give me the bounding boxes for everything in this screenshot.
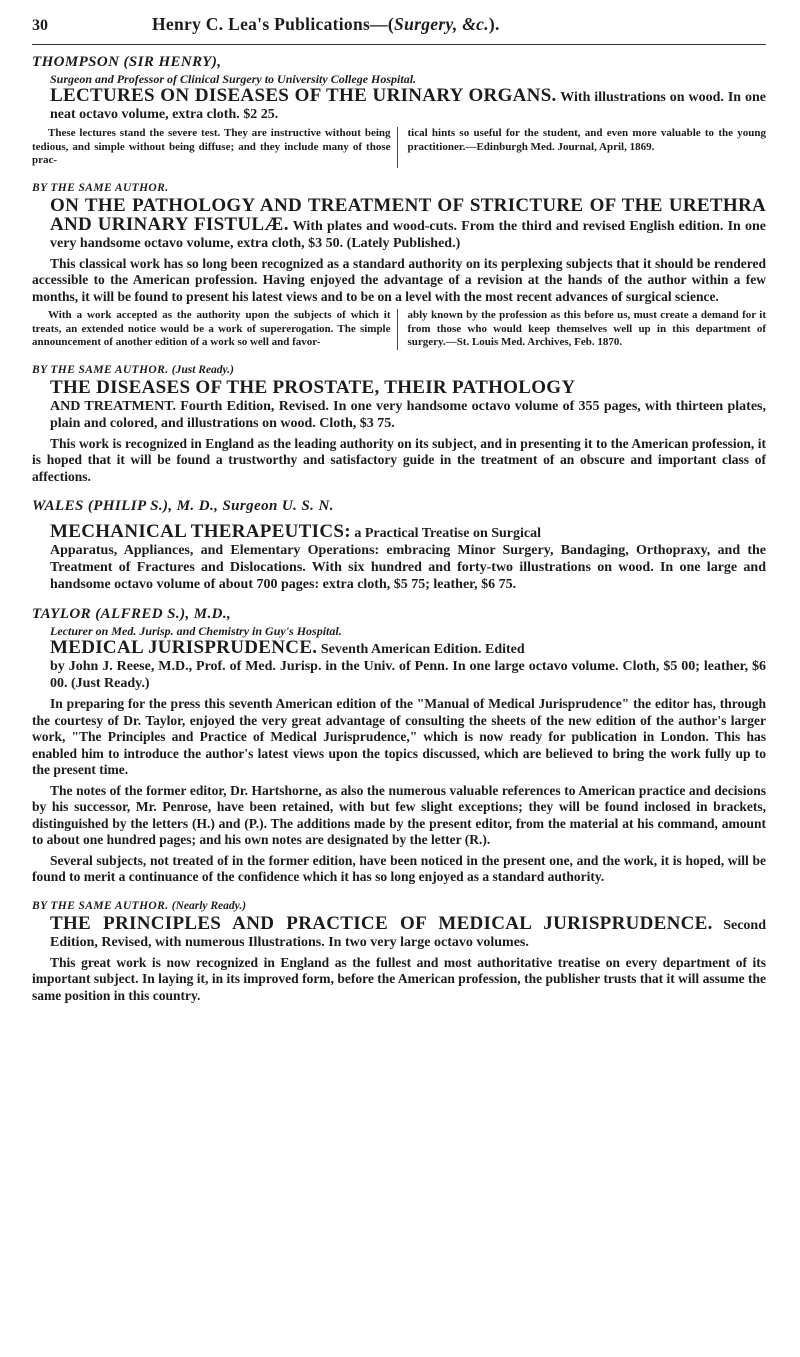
running-title-main: Henry C. Lea's Publications—( bbox=[152, 14, 395, 34]
book-listing bbox=[32, 194, 766, 252]
same-author-label: BY THE SAME AUTHOR. bbox=[32, 363, 169, 376]
book-listing bbox=[32, 523, 766, 542]
running-title-end: ). bbox=[488, 14, 500, 34]
page-number: 30 bbox=[32, 17, 48, 34]
description-paragraph: In preparing for the press this seventh American edition of the "Manual of Medical Jurisprudence" the editor has, through the courtesy of Dr. Taylor, enjoyed the very great advantage of consulting the sheets of the new edition of the author's larger work, "The Principles and Practice of Medical Jurisprudence," which is now ready for publication in London. This has enabled him to introduce the author's latest views upon the topics discussed, which are believed to bring the work fully up to the present time. bbox=[32, 696, 766, 777]
same-author-heading: BY THE SAME AUTHOR. bbox=[32, 181, 169, 194]
review-right: tical hints so useful for the student, and even more valuable to the young practitioner.—Edinburgh Med. Journal, April, 1869. bbox=[407, 127, 766, 153]
author-name: WALES (PHILIP S.), M. D., Surgeon U. S. N. bbox=[32, 498, 334, 514]
entry-taylor-jurisprudence bbox=[32, 605, 766, 886]
book-listing bbox=[32, 639, 766, 658]
entry-thompson-stricture bbox=[32, 180, 766, 350]
description-paragraph: This classical work has so long been recognized as a standard authority on its perplexing subjects that it should be rendered accessible to the American profession. Having enjoyed the advantage of a revision at the hands of the author within a few months, it will be found to present his latest views and to be on a level with the most recent advances of surgical science. bbox=[32, 255, 766, 304]
book-title: THE DISEASES OF THE PROSTATE, THEIR PATHOLOGY bbox=[50, 376, 576, 398]
description-paragraph: Several subjects, not treated of in the former edition, have been noticed in the present one, and the work, it is hoped, will be found to merit a continuance of the confidence which it has so long enjoyed as a standard authority. bbox=[32, 852, 766, 884]
entry-wales-mechanical bbox=[32, 497, 766, 593]
book-details: With illustrations on wood. In one neat octavo volume, extra cloth. $2 25. bbox=[50, 90, 766, 122]
running-header bbox=[32, 14, 766, 44]
review-left: These lectures stand the severe test. They are instructive without being tedious, and simple without being diffuse; and they include many of those prac- bbox=[32, 127, 398, 168]
book-title: THE PRINCIPLES AND PRACTICE OF MEDICAL JURISPRUDENCE. bbox=[50, 912, 713, 934]
review-left: With a work accepted as the authority upon the subjects of which it treats, an extended notice would be a work of supererogation. The simple announcement of another edition of a work so well and favor- bbox=[32, 309, 398, 350]
book-details: Apparatus, Appliances, and Elementary Operations: embracing Minor Surgery, Bandaging, Orthopraxy, and the Treatment of Fractures and Dislocations. With six hundred and forty-two illustrations on wood. In one large and handsome octavo volume of about 700 pages: extra cloth, $5 75; leather, $6 75. bbox=[50, 543, 766, 592]
running-title bbox=[152, 14, 500, 35]
author-name: TAYLOR (ALFRED S.), M.D., bbox=[32, 606, 232, 622]
book-listing bbox=[32, 912, 767, 951]
book-listing bbox=[32, 376, 766, 398]
entry-thompson-prostate bbox=[32, 362, 766, 486]
book-details: Second Edition, Revised, with numerous Illustrations. In two very large octavo volumes. bbox=[50, 917, 767, 950]
description-paragraph: This great work is now recognized in England as the fullest and most authoritative treatise on every department of its important subject. In laying it, in its improved form, before the American profession, the publisher trusts that it will assume the same position in this country. bbox=[32, 954, 766, 1003]
book-details: With plates and wood-cuts. From the third and revised English edition. In one very handsome octavo volume, extra cloth, $3 50. (Lately Published.) bbox=[50, 218, 766, 251]
review-right: ably known by the profession as this before us, must create a demand for it from those who would keep themselves well up in this department of surgery.—St. Louis Med. Archives, Feb. 1870. bbox=[407, 309, 766, 348]
review-columns bbox=[32, 309, 766, 350]
author-name: THOMPSON (SIR HENRY), bbox=[32, 54, 222, 70]
book-details: by John J. Reese, M.D., Prof. of Med. Jurisp. in the Univ. of Penn. In one large octavo volume. Cloth, $5 00; leather, $6 00. (Just Ready.) bbox=[50, 659, 766, 691]
book-subtitle: a Practical Treatise on Surgical bbox=[354, 526, 542, 541]
book-title: MEDICAL JURISPRUDENCE. bbox=[50, 637, 318, 658]
entry-taylor-principles bbox=[32, 898, 766, 1005]
description-paragraph: This work is recognized in England as the leading authority on its subject, and in presenting it to the American profession, it is hoped that it will be found a trustworthy and satisfactory guide in the treatment of an obscure and important class of affections. bbox=[32, 435, 766, 484]
running-title-italic: Surgery, &c. bbox=[394, 14, 489, 34]
book-title: ON THE PATHOLOGY AND TREATMENT OF STRICTURE OF THE URETHRA AND URINARY FISTULÆ. bbox=[50, 194, 766, 235]
book-title: MECHANICAL THERAPEUTICS: bbox=[50, 521, 351, 542]
book-title: LECTURES ON DISEASES OF THE URINARY ORGANS. bbox=[50, 85, 557, 106]
author-credit: Surgeon and Professor of Clinical Surgery to University College Hospital. bbox=[50, 72, 417, 86]
book-details: AND TREATMENT. Fourth Edition, Revised. In one very handsome octavo volume of 355 pages, with thirteen plates, plain and colored, and illustrations on wood. Cloth, $3 75. bbox=[50, 398, 766, 431]
description-paragraph: The notes of the former editor, Dr. Hartshorne, as also the numerous valuable references to American practice and decisions by his successor, Mr. Penrose, have been retained, with but few slight exceptions; they will be found inclosed in brackets, distinguished by the letters (H.) and (P.). The additions made by the present editor, from the material at his command, amount to about one hundred pages; and his own notes are designated by the letter (R.). bbox=[32, 782, 766, 847]
availability-note: (Nearly Ready.) bbox=[171, 899, 247, 912]
book-listing bbox=[32, 87, 766, 123]
author-credit: Lecturer on Med. Jurisp. and Chemistry in Guy's Hospital. bbox=[50, 624, 342, 638]
header-rule bbox=[32, 44, 766, 45]
review-columns bbox=[32, 127, 766, 168]
entry-thompson-lectures bbox=[32, 53, 766, 168]
book-subtitle: Seventh American Edition. Edited bbox=[320, 642, 525, 657]
availability-note: (Just Ready.) bbox=[171, 363, 234, 376]
same-author-label: BY THE SAME AUTHOR. bbox=[32, 899, 169, 912]
